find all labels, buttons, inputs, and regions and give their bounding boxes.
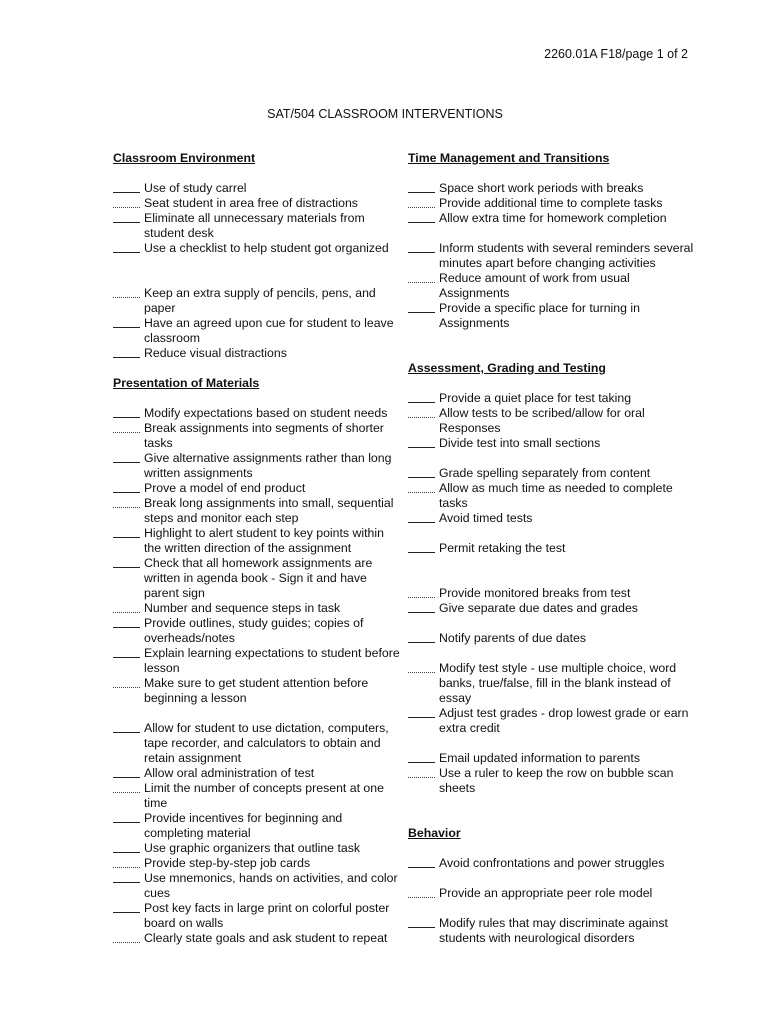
checklist-item: Reduce amount of work from usual Assignments [408, 271, 698, 301]
checklist-item: Provide a quiet place for test taking [408, 391, 698, 406]
section-behavior [408, 826, 698, 946]
checklist-item: Use graphic organizers that outline task [113, 841, 403, 856]
checklist-item: Provide step-by-step job cards [113, 856, 403, 871]
spacer [113, 256, 403, 271]
checklist-item: Modify rules that may discriminate against students with neurological disorders [408, 916, 698, 946]
spacer [408, 736, 698, 751]
spacer [408, 451, 698, 466]
spacer [113, 706, 403, 721]
checklist-item: Break long assignments into small, sequential steps and monitor each step [113, 496, 403, 526]
checklist-item: Allow oral administration of test [113, 766, 403, 781]
checklist-item: Use a ruler to keep the row on bubble scan sheets [408, 766, 698, 796]
checklist-item: Use a checklist to help student got organized [113, 241, 403, 256]
spacer [113, 361, 403, 376]
checklist-item: Keep an extra supply of pencils, pens, and paper [113, 286, 403, 316]
checklist-item: Provide additional time to complete tasks [408, 196, 698, 211]
checklist-item: Allow for student to use dictation, computers, tape recorder, and calculators to obtain and retain assignment [113, 721, 403, 766]
checklist-item: Permit retaking the test [408, 541, 698, 556]
spacer [408, 871, 698, 886]
spacer [408, 526, 698, 541]
checklist-item: Use mnemonics, hands on activities, and color cues [113, 871, 403, 901]
spacer [408, 901, 698, 916]
page-number: 2260.01A F18/page 1 of 2 [544, 47, 688, 61]
spacer [408, 811, 698, 826]
checklist-item: Check that all homework assignments are written in agenda book - Sign it and have parent sign [113, 556, 403, 601]
checklist-item: Inform students with several reminders several minutes apart before changing activities [408, 241, 698, 271]
checklist-item: Provide monitored breaks from test [408, 586, 698, 601]
spacer [408, 571, 698, 586]
section-heading: Presentation of Materials [113, 376, 260, 390]
checklist-item: Prove a model of end product [113, 481, 403, 496]
checklist-item: Give alternative assignments rather than long written assignments [113, 451, 403, 481]
checklist-item: Allow extra time for homework completion [408, 211, 698, 226]
spacer [113, 271, 403, 286]
checklist-item: Divide test into small sections [408, 436, 698, 451]
section-heading: Behavior [408, 826, 461, 840]
document-title: SAT/504 CLASSROOM INTERVENTIONS [267, 107, 503, 121]
checklist-item: Eliminate all unnecessary materials from student desk [113, 211, 403, 241]
left-column [113, 151, 403, 946]
checklist-item: Provide incentives for beginning and completing material [113, 811, 403, 841]
checklist-item: Highlight to alert student to key points within the written direction of the assignment [113, 526, 403, 556]
section-time-management-and-transitions [408, 151, 698, 361]
spacer [408, 646, 698, 661]
checklist-item: Explain learning expectations to student before lesson [113, 646, 403, 676]
checklist-item: Modify expectations based on student needs [113, 406, 403, 421]
section-assessment-grading-and-testing [408, 361, 698, 826]
checklist-item: Avoid timed tests [408, 511, 698, 526]
spacer [408, 226, 698, 241]
checklist-item: Email updated information to parents [408, 751, 698, 766]
checklist-item: Allow as much time as needed to complete tasks [408, 481, 698, 511]
section-heading: Assessment, Grading and Testing [408, 361, 606, 375]
spacer [408, 616, 698, 631]
checklist-item: Break assignments into segments of shorter tasks [113, 421, 403, 451]
spacer [408, 796, 698, 811]
checklist-item: Provide outlines, study guides; copies of overheads/notes [113, 616, 403, 646]
checklist-item: Notify parents of due dates [408, 631, 698, 646]
checklist-item: Allow tests to be scribed/allow for oral Responses [408, 406, 698, 436]
checklist-item: Seat student in area free of distractions [113, 196, 403, 211]
checklist-item: Space short work periods with breaks [408, 181, 698, 196]
section-presentation-of-materials [113, 376, 403, 946]
section-heading: Time Management and Transitions [408, 151, 610, 165]
spacer [408, 346, 698, 361]
right-column [408, 151, 698, 946]
section-classroom-environment [113, 151, 403, 376]
checklist-item: Grade spelling separately from content [408, 466, 698, 481]
checklist-item: Number and sequence steps in task [113, 601, 403, 616]
checklist-item: Limit the number of concepts present at one time [113, 781, 403, 811]
checklist-item: Adjust test grades - drop lowest grade or earn extra credit [408, 706, 698, 736]
checklist-item: Give separate due dates and grades [408, 601, 698, 616]
checklist-item: Reduce visual distractions [113, 346, 403, 361]
checklist-item: Modify test style - use multiple choice, word banks, true/false, fill in the blank instead of essay [408, 661, 698, 706]
checklist-item: Provide a specific place for turning in Assignments [408, 301, 698, 331]
checklist-item: Have an agreed upon cue for student to leave classroom [113, 316, 403, 346]
checklist-item: Clearly state goals and ask student to repeat [113, 931, 403, 946]
spacer [408, 331, 698, 346]
checklist-item: Provide an appropriate peer role model [408, 886, 698, 901]
checklist-item: Avoid confrontations and power struggles [408, 856, 698, 871]
section-heading: Classroom Environment [113, 151, 256, 165]
checklist-item: Post key facts in large print on colorful poster board on walls [113, 901, 403, 931]
checklist-item: Make sure to get student attention before beginning a lesson [113, 676, 403, 706]
checklist-item: Use of study carrel [113, 181, 403, 196]
spacer [408, 556, 698, 571]
